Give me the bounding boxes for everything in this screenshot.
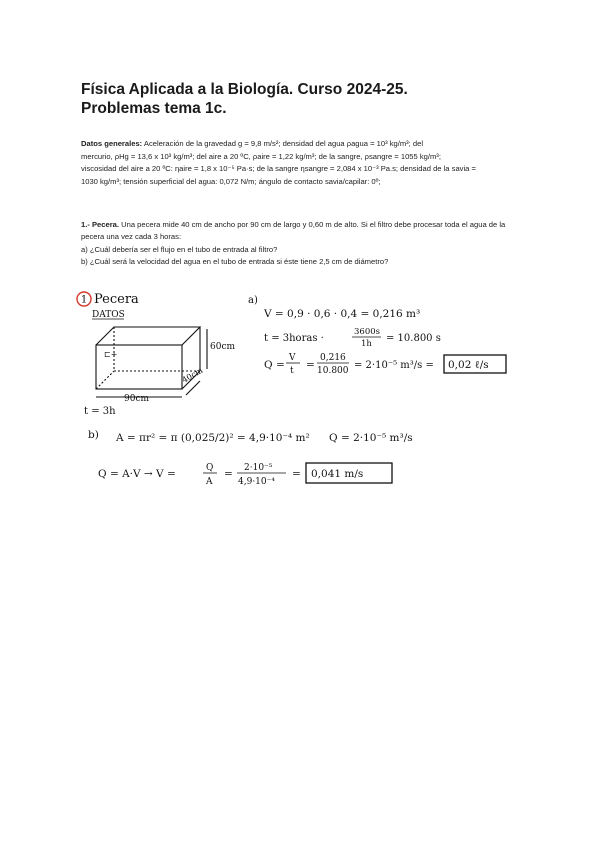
- general-data-label: Datos generales:: [81, 139, 143, 148]
- problem-1: [81, 219, 521, 269]
- hw-b-area: A = πr² = π (0,025/2)² = 4,9·10⁻⁴ m²: [116, 432, 310, 444]
- hw-part-a: a): [248, 295, 258, 306]
- hw-part-b: b): [88, 429, 99, 441]
- hw-a-flow-lhs: Q =: [264, 359, 285, 371]
- general-data-section: [81, 138, 521, 189]
- dim-height: 60cm: [210, 342, 236, 352]
- svg-text:=: =: [292, 468, 301, 480]
- fish-tank-drawing: [96, 327, 207, 397]
- dim-length: 90cm: [124, 394, 150, 404]
- hw-title: Pecera: [94, 292, 139, 307]
- circled-number: 1: [80, 294, 88, 306]
- hw-a-time-rhs: = 10.800 s: [386, 333, 441, 344]
- hw-a-time-den: 1h: [361, 339, 372, 349]
- hw-b-vel-num: 2·10⁻⁵: [244, 463, 273, 473]
- hw-b-vel-a: A: [206, 477, 213, 487]
- hw-a-time-num: 3600s: [354, 327, 380, 337]
- hw-a-flow-v: V: [289, 353, 296, 363]
- handwritten-solution: [74, 287, 536, 500]
- hw-b-vel-den: 4,9·10⁻⁴: [238, 477, 275, 487]
- hw-a-flow-rhs: = 2·10⁻⁵ m³/s =: [354, 360, 434, 371]
- hw-a-time-lhs: t = 3horas ·: [264, 333, 324, 344]
- problem-1-statement: Una pecera mide 40 cm de ancho por 90 cm de largo y 0,60 m de alto. Si el filtro debe procesar toda el agua de la pecera una vez cada 3 horas:: [81, 220, 506, 242]
- problem-1-question-b: b) ¿Cuál será la velocidad del agua en el tubo de entrada si éste tiene 2,5 cm de diámetro?: [81, 257, 389, 267]
- title-line-1: Física Aplicada a la Biología. Curso 2024-25.: [81, 81, 408, 98]
- general-data-line-3: viscosidad del aire a 20 ºC: ηaire = 1,8 x 10⁻⁵ Pa·s; de la sangre ηsangre = 2,084 x 10⁻³ Pa.s; densidad de la savia =: [81, 164, 476, 174]
- hw-time: t = 3h: [84, 406, 116, 417]
- svg-text:=: =: [224, 468, 233, 480]
- hw-datos: DATOS: [92, 310, 125, 320]
- general-data-line-4: 1030 kg/m³; tensión superficial del agua: 0,072 N/m; ángulo de contacto savia/capilar: 0º;: [81, 177, 381, 187]
- title-line-2: Problemas tema 1c.: [81, 100, 227, 117]
- hw-a-flow-boxed: 0,02 ℓ/s: [448, 359, 489, 371]
- dim-width: 40cm: [180, 365, 205, 385]
- hw-a-flow-num: 0,216: [320, 353, 346, 363]
- hw-a-flow-t: t: [290, 366, 294, 376]
- hw-b-vel-q: Q: [206, 463, 214, 473]
- general-data-line-1: Aceleración de la gravedad g = 9,8 m/s²; densidad del agua ρagua = 10³ kg/m³; del: [143, 139, 424, 148]
- hw-b-vel-boxed: 0,041 m/s: [311, 468, 364, 480]
- general-data-line-2: mercurio, ρHg = 13,6 x 10³ kg/m³; del aire a 20 ºC, ρaire = 1,22 kg/m³; de la sangre, ρsangre = 1055 kg/m³;: [81, 151, 441, 161]
- handwritten-solution-drawing: [74, 287, 536, 500]
- hw-a-volume: V = 0,9 · 0,6 · 0,4 = 0,216 m³: [264, 308, 421, 320]
- hw-a-flow-den: 10.800: [317, 366, 349, 376]
- hw-b-q: Q = 2·10⁻⁵ m³/s: [329, 432, 413, 444]
- problem-1-question-a: a) ¿Cuál debería ser el flujo en el tubo de entrada al filtro?: [81, 244, 278, 254]
- hw-b-vel-lhs: Q = A·V → V =: [98, 468, 176, 480]
- problem-1-title: 1.- Pecera.: [81, 220, 119, 229]
- svg-text:=: =: [306, 359, 315, 371]
- page-title: [81, 80, 408, 118]
- fish-mark: ⊏+: [104, 350, 118, 359]
